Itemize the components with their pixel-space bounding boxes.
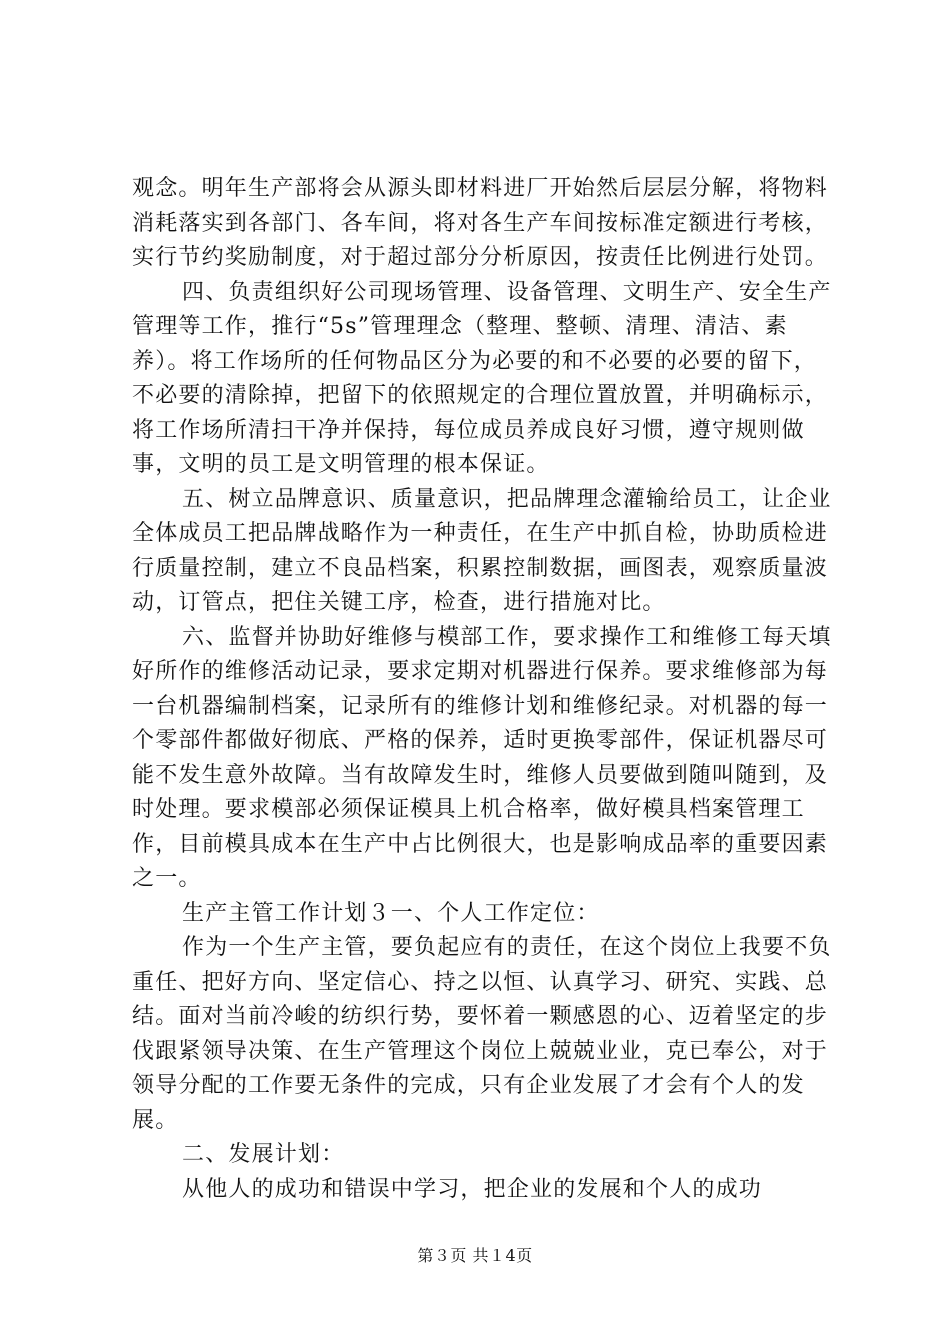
page-number-footer: 第３页 共１4页 (417, 1246, 533, 1265)
section-heading-personal-position: 生产主管工作计划３一、个人工作定位： (182, 900, 600, 926)
paragraph-4: 六、监督并协助好维修与模部工作，要求操作工和维修工每天填好所作的维修活动记录，要求定期对机器进行保养。要求维修部为每一台机器编制档案，记录所有的维修计划和维修纪录。对机器的每一个零部件都做好彻底、严格的保养，适时更换零部件，保证机器尽可能不发生意外故障。当有故障发生时，维修人员要做到随叫随到，及时处理。要求模部必须保证模具上机合格率，做好模具档案管理工作，目前模具成本在生产中占比例很大，也是影响成品率的重要因素之一。 (132, 624, 832, 891)
paragraph-6: 作为一个生产主管，要负起应有的责任，在这个岗位上我要不负重任、把好方向、坚定信心、持之以恒、认真学习、研究、实践、总结。面对当前冷峻的纺织行势，要怀着一颗感恩的心、迈着坚定的步伐跟紧领导决策、在生产管理这个岗位上兢兢业业，克已奉公，对于领导分配的工作要无条件的完成，只有企业发展了才会有个人的发展。 (132, 935, 832, 1133)
section-heading-development-plan: 二、发展计划： (182, 1142, 345, 1167)
paragraph-2: 四、负责组织好公司现场管理、设备管理、文明生产、安全生产管理等工作，推行“5s”管理理念（整理、整顿、清理、清洁、素养）。将工作场所的任何物品区分为必要的和不必要的必要的留下，不必要的清除掉，把留下的依照规定的合理位置放置，并明确标示，将工作场所清扫干净并保持，每位成员养成良好习惯，遵守规则做事，文明的员工是文明管理的根本保证。 (132, 279, 832, 477)
document-body (132, 172, 832, 1207)
paragraph-1: 观念。明年生产部将会从源头即材料进厂开始然后层层分解，将物料消耗落实到各部门、各车间，将对各生产车间按标准定额进行考核，实行节约奖励制度，对于超过部分分析原因，按责任比例进行处罚。 (132, 176, 829, 270)
paragraph-3: 五、树立品牌意识、质量意识，把品牌理念灌输给员工，让企业全体成员工把品牌战略作为一种责任，在生产中抓自检，协助质检进行质量控制，建立不良品档案，积累控制数据，画图表，观察质量波动，订管点，把住关键工序，检查，进行措施对比。 (132, 486, 832, 615)
paragraph-8: 从他人的成功和错误中学习，把企业的发展和个人的成功 (182, 1176, 763, 1202)
